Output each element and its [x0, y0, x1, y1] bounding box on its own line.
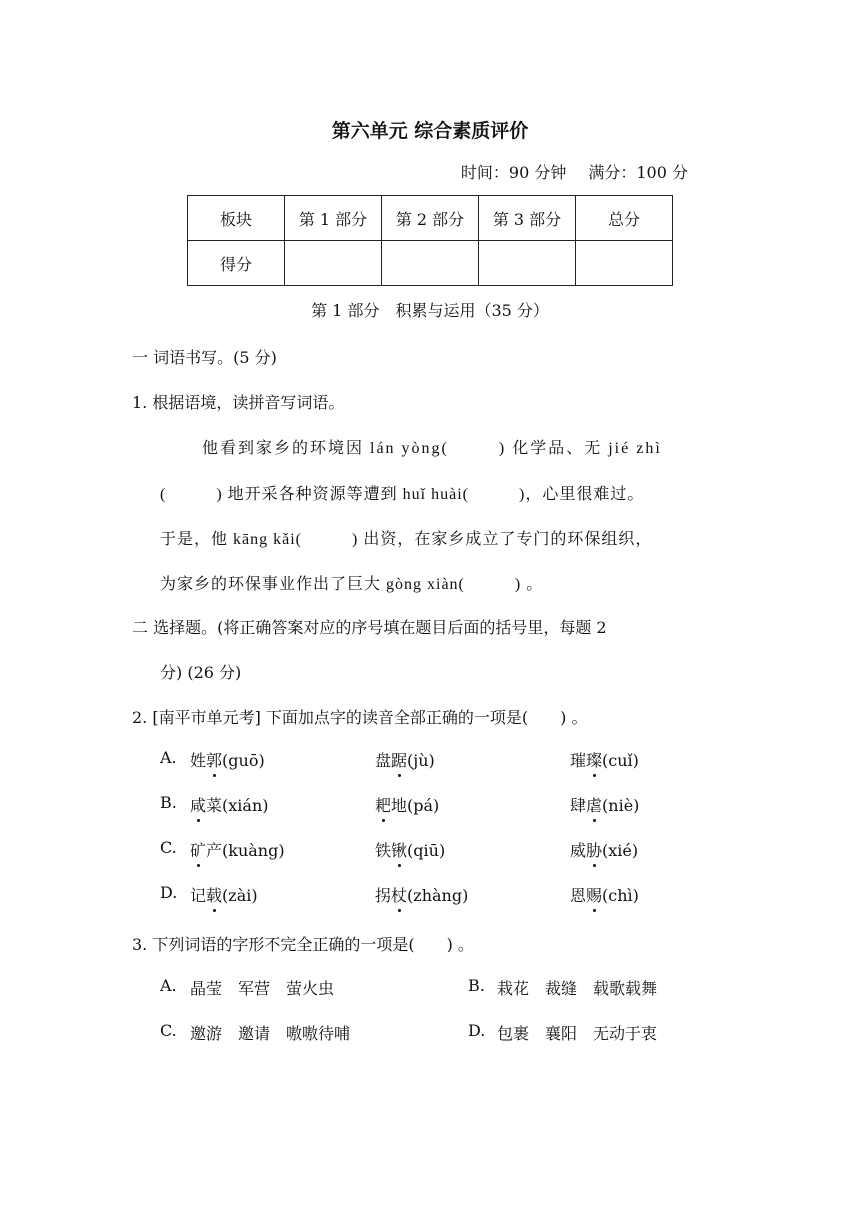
- question2: 2. [南平市单元考] 下面加点字的读音全部正确的一项是( ) 。: [132, 708, 588, 727]
- section1-heading: 一 词语书写。(5 分): [132, 348, 277, 367]
- q2-option-item: 威胁(xié): [570, 838, 638, 861]
- score-row-label: 得分: [188, 241, 285, 286]
- score-header-cell: 第 1 部分: [285, 196, 382, 241]
- score-header-cell: 第 2 部分: [382, 196, 479, 241]
- q2-option-item: 耙地(pá): [375, 793, 439, 816]
- q3-option-label[interactable]: A.: [160, 976, 177, 995]
- score-cell[interactable]: [479, 241, 576, 286]
- passage-line-2: ( ) 地开采各种资源等遭到 huǐ huài( )，心里很难过。: [160, 486, 645, 503]
- q2-option-item: 盘踞(jù): [375, 748, 435, 771]
- question1: 1. 根据语境，读拼音写词语。: [132, 393, 345, 412]
- score-table-header-row: [188, 196, 673, 241]
- q2-option-item: 姓郭(guō): [190, 748, 265, 771]
- passage-line-4: 为家乡的环保事业作出了巨大 gòng xiàn( ) 。: [160, 576, 544, 593]
- q3-option-label[interactable]: D.: [468, 1021, 486, 1040]
- passage-line-1: 他看到家乡的环境因 lán yòng( ) 化学品、无 jié zhì: [202, 440, 662, 457]
- exam-meta: [461, 160, 688, 183]
- score-header-cell: 板块: [188, 196, 285, 241]
- q2-option-item: 咸菜(xián): [190, 793, 269, 816]
- q3-option-text: 包裹 襄阳 无动于衷: [497, 1024, 658, 1043]
- q3-option-text: 栽花 裁缝 载歌载舞: [497, 979, 658, 998]
- q2-option-item: 恩赐(chì): [570, 883, 639, 906]
- q3-option-text: 邀游 邀请 嗷嗷待哺: [190, 1024, 351, 1043]
- score-header-cell: 总分: [576, 196, 673, 241]
- q2-option-item: 矿产(kuàng): [190, 838, 285, 861]
- section2-heading: 二 选择题。(将正确答案对应的序号填在题目后面的括号里，每题 2: [132, 618, 607, 637]
- q2-option-item: 铁锹(qiū): [375, 838, 445, 861]
- score-table: [187, 195, 673, 286]
- q2-option-item: 拐杖(zhàng): [375, 883, 468, 906]
- score-table-score-row: [188, 241, 673, 286]
- score-cell[interactable]: [382, 241, 479, 286]
- question3: 3. 下列词语的字形不完全正确的一项是( ) 。: [132, 935, 474, 954]
- q2-option-item: 肆虐(niè): [570, 793, 639, 816]
- part1-heading: 第 1 部分 积累与运用（35 分）: [311, 301, 549, 320]
- section2-heading-cont: 分) (26 分): [160, 663, 242, 682]
- q2-option-item: 记载(zài): [190, 883, 258, 906]
- q2-option-item: 璀璨(cuǐ): [570, 748, 639, 771]
- time-limit: 时间：90 分钟: [460, 163, 567, 182]
- score-cell[interactable]: [285, 241, 382, 286]
- score-header-cell: 第 3 部分: [479, 196, 576, 241]
- q2-option-label[interactable]: A.: [160, 748, 177, 767]
- passage-line-3: 于是，他 kāng kǎi( ) 出资，在家乡成立了专门的环保组织，: [160, 531, 653, 548]
- q3-option-label[interactable]: B.: [468, 976, 485, 995]
- full-score: 满分：100 分: [588, 163, 688, 182]
- q2-option-label[interactable]: B.: [160, 793, 177, 812]
- q2-option-label[interactable]: C.: [160, 838, 177, 857]
- q3-option-label[interactable]: C.: [160, 1021, 177, 1040]
- q3-option-text: 晶莹 军营 萤火虫: [190, 979, 335, 998]
- q2-option-label[interactable]: D.: [160, 883, 178, 902]
- page-title: 第六单元 综合素质评价: [331, 120, 529, 142]
- score-cell[interactable]: [576, 241, 673, 286]
